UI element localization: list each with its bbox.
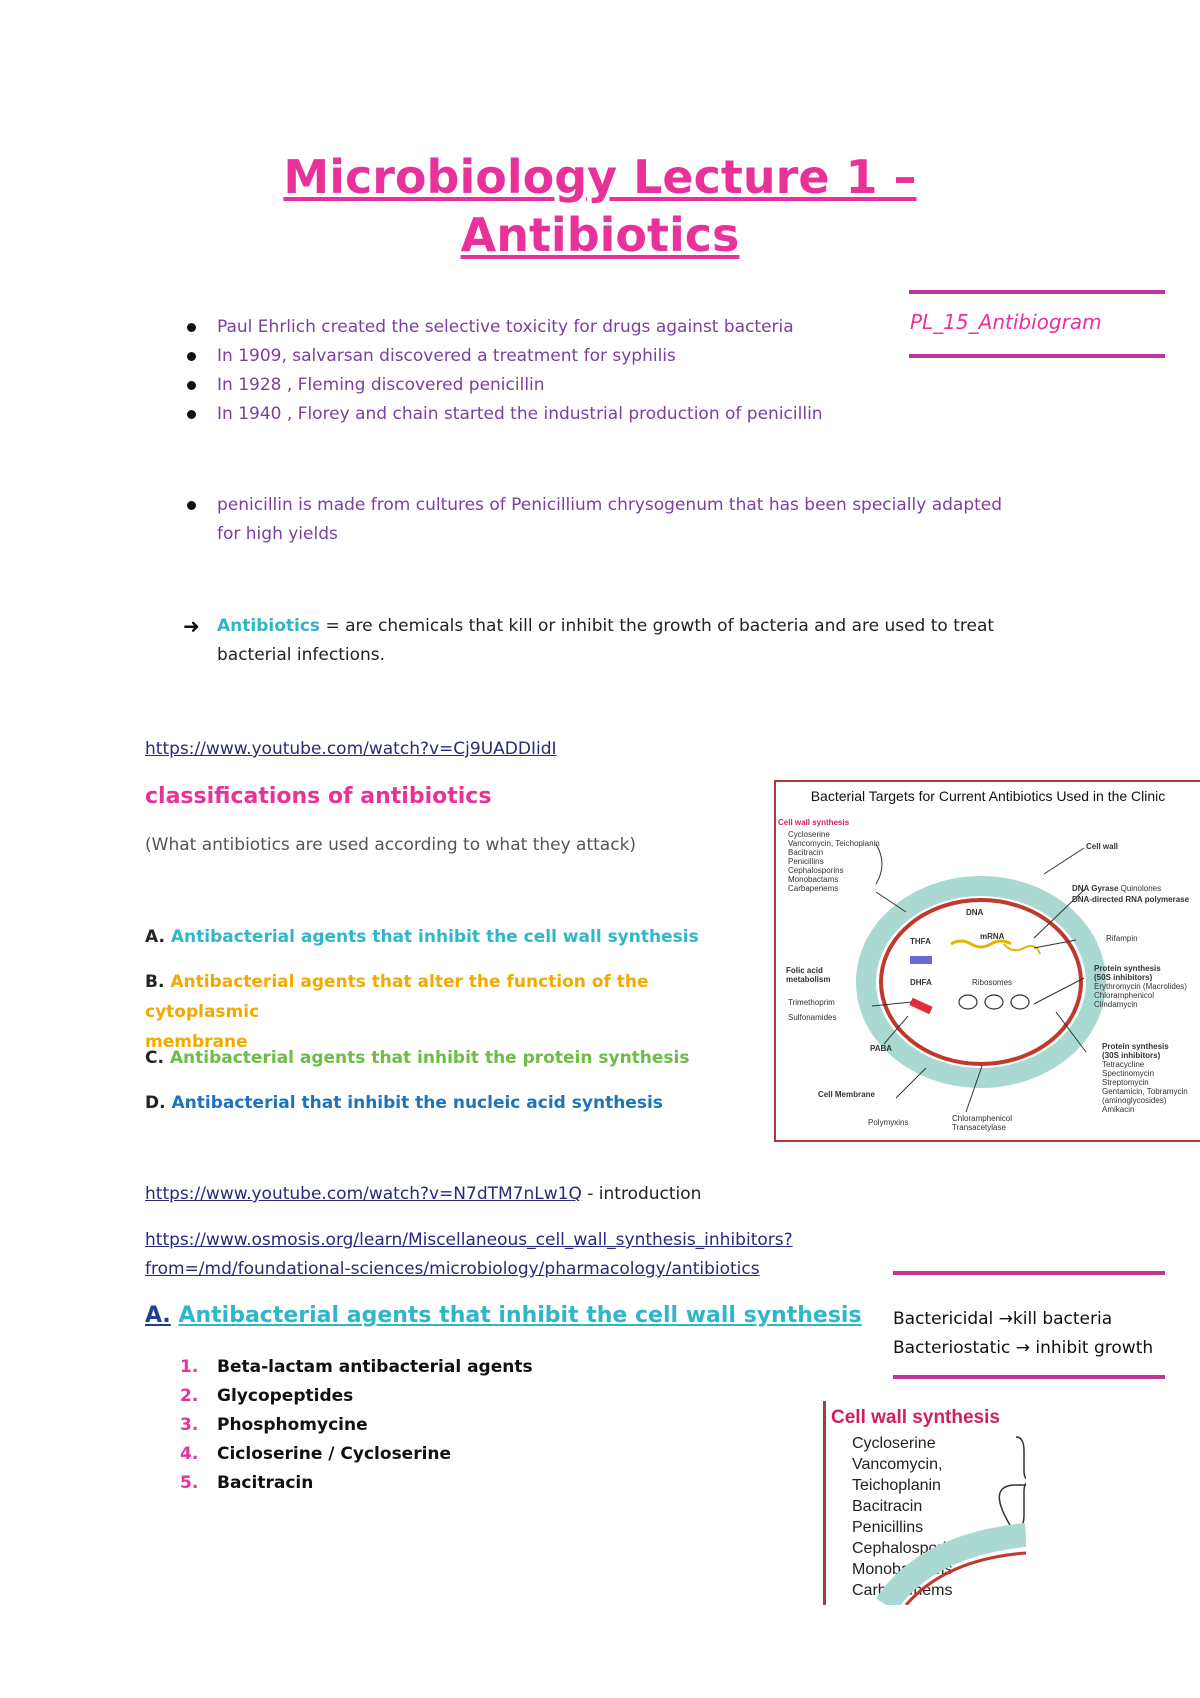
list-item: In 1940 , Florey and chain started the industrial production of penicillin [217, 400, 897, 429]
classification-c: C. Antibacterial agents that inhibit the protein synthesis [145, 1048, 690, 1068]
bacterial-targets-figure [774, 780, 1200, 1142]
bacteriostatic-line: Bacteriostatic → inhibit growth [893, 1338, 1154, 1358]
fig-dna: DNA [966, 908, 984, 917]
cw-heading: Cell wall synthesis [831, 1407, 1000, 1428]
title-line-1: Microbiology Lecture 1 – [283, 150, 917, 204]
sidebar-bactericidal-box [893, 1271, 1165, 1379]
fig-thfa: THFA [910, 937, 931, 946]
list-item: Vancomycin, Teichoplanin [852, 1456, 943, 1494]
penicillin-bullet-list [217, 491, 1077, 549]
antibiotics-definition: ➜ Antibiotics = are chemicals that kill or inhibit the growth of bacteria and are used to treat bacterial infections. [183, 614, 995, 665]
cw-arrow-line [999, 1485, 1026, 1525]
list-item: Paul Ehrlich created the selective toxicity for drugs against bacteria [217, 313, 897, 342]
youtube-link-2[interactable]: https://www.youtube.com/watch?v=N7dTM7nLw1Q [145, 1184, 582, 1204]
bullet-icon [187, 323, 196, 332]
fig-dhfa: DHFA [910, 978, 932, 987]
bullet-icon [187, 501, 196, 510]
classification-a: A. Antibacterial agents that inhibit the cell wall synthesis [145, 927, 699, 947]
fig-cell-wall: Cell wall [1086, 842, 1119, 851]
bullet-icon [187, 410, 196, 419]
list-item: Bacitracin [852, 1498, 923, 1515]
figure-title: Bacterial Targets for Current Antibiotics Used in the Clinic [810, 788, 1166, 804]
list-item: 3. Phosphomycine [180, 1415, 368, 1435]
list-item: In 1928 , Fleming discovered penicillin [217, 371, 897, 400]
bullet-icon [187, 352, 196, 361]
fig-protein-30s: Protein synthesis (30S inhibitors) Tetracycline Spectinomycin Streptomycin Gentamicin, Tobramycin (aminoglycosides) Amikacin [1102, 1042, 1188, 1114]
ribosomes [959, 995, 1029, 1009]
list-item: Penicillins [852, 1519, 924, 1536]
osmosis-link[interactable]: https://www.osmosis.org/learn/Miscellaneous_cell_wall_synthesis_inhibitors? from=/md/foundational-sciences/microbiology/pharmacology/antibiotics [145, 1230, 793, 1279]
list-item: 1. Beta-lactam antibacterial agents [180, 1357, 533, 1377]
antibiogram-label: PL_15_Antibiogram [910, 310, 1102, 334]
classification-b: B. Antibacterial agents that alter the function of the cytoplasmic membrane [145, 972, 649, 1052]
list-item: 5. Bacitracin [180, 1473, 314, 1493]
definition-keyword: Antibiotics [217, 616, 321, 636]
classifications-note: (What antibiotics are used according to what they attack) [145, 835, 637, 855]
thfa-marker [910, 956, 932, 964]
title-line-2: Antibiotics [460, 208, 740, 262]
arrow-right-icon: → [998, 1309, 1013, 1329]
fig-polymyxins: Polymyxins [868, 1118, 909, 1127]
list-item: Cephalosporins [852, 1540, 964, 1557]
bullet-icon [187, 381, 196, 390]
classification-d: D. Antibacterial that inhibit the nucleic acid synthesis [145, 1093, 663, 1113]
fig-rna-polymerase: DNA-directed RNA polymerase [1072, 895, 1190, 904]
bactericidal-line: Bactericidal →kill bacteria [893, 1309, 1113, 1329]
fig-cws-drug-list: Cycloserine Vancomycin, Teichoplanin Bacitracin Penicillins Cephalosporins Monobactams Carbapenems [788, 830, 880, 893]
fig-paba: PABA [870, 1044, 893, 1053]
fig-mrna: mRNA [980, 932, 1005, 941]
fig-protein-50s: Protein synthesis (50S inhibitors) Erythromycin (Macrolides) Chloramphenicol Clindamycin [1094, 964, 1187, 1009]
fig-dna-gyrase: DNA Gyrase Quinolones [1072, 884, 1162, 893]
section-a-heading: A. Antibacterial agents that inhibit the cell wall synthesis [145, 1303, 862, 1328]
cw-brace [1016, 1437, 1026, 1529]
list-item: Monobactams [852, 1561, 953, 1578]
list-item: penicillin is made from cultures of Penicillium chrysogenum that has been specially adapted for high yields [217, 491, 1077, 549]
cell-wall-agents-list [180, 1353, 533, 1498]
fig-folic-acid: Folic acid metabolism [786, 966, 831, 984]
fig-trimethoprim: Trimethoprim [788, 998, 835, 1007]
arrow-right-icon: ➜ [183, 614, 200, 638]
cw-diagram [826, 1401, 1026, 1605]
history-bullet-list [217, 313, 897, 429]
list-item: Carbapenems [852, 1582, 953, 1599]
fig-chloramphenicol-transacetylase: Chloramphenicol Transacetylase [952, 1114, 1013, 1132]
list-item: Cycloserine [852, 1435, 936, 1452]
youtube-link-2-row: https://www.youtube.com/watch?v=N7dTM7nLw1Q - introduction [145, 1184, 702, 1204]
arrow-right-icon: → [1015, 1338, 1030, 1358]
list-item: In 1909, salvarsan discovered a treatment for syphilis [217, 342, 897, 371]
dhfa-marker [909, 998, 932, 1015]
fig-cell-membrane: Cell Membrane [818, 1090, 875, 1099]
dna-strand [951, 941, 1011, 947]
fig-cell-wall-synthesis: Cell wall synthesis [778, 818, 850, 827]
classifications-heading: classifications of antibiotics [145, 784, 492, 809]
list-item: 4. Cicloserine / Cycloserine [180, 1444, 452, 1464]
mrna-strand [1004, 944, 1040, 954]
page-title [0, 148, 1200, 264]
fig-rifampin: Rifampin [1106, 934, 1138, 943]
cell-wall-synthesis-figure [823, 1401, 1026, 1605]
youtube-link-1[interactable]: https://www.youtube.com/watch?v=Cj9UADDIidI [145, 739, 557, 759]
fig-ribosomes: Ribosomes [972, 978, 1013, 987]
sidebar-antibiogram-box [909, 290, 1165, 358]
list-item: 2. Glycopeptides [180, 1386, 354, 1406]
fig-sulfonamides: Sulfonamides [788, 1013, 837, 1022]
